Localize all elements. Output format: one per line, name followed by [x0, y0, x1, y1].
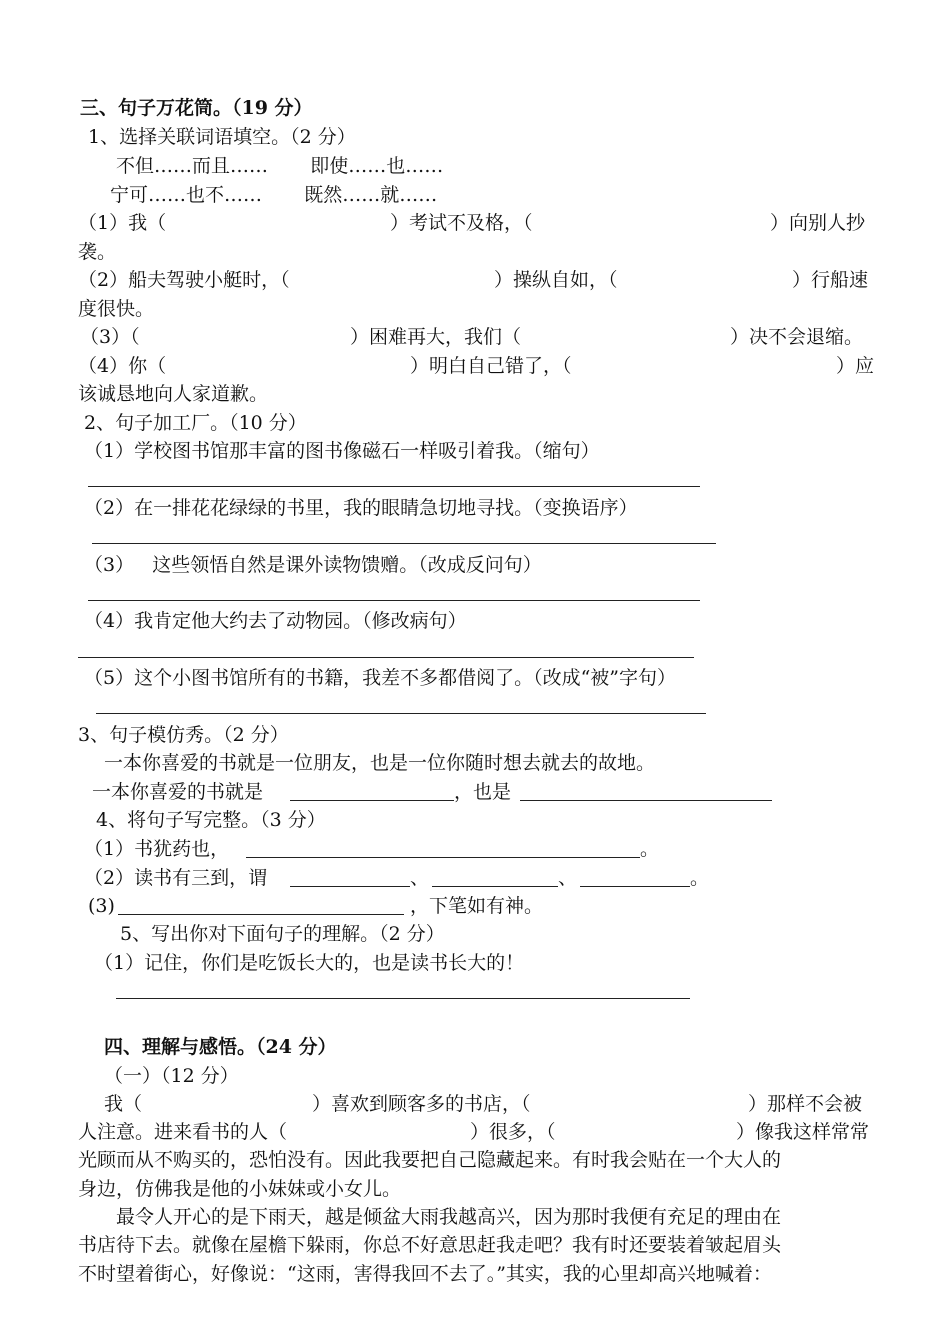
p1-start: 我（ [104, 1093, 143, 1115]
q1-s4-start: （4）你（ [78, 355, 167, 377]
q1-s2-mid: ）操纵自如，（ [494, 269, 618, 291]
q4-item3-start: (3) [88, 895, 115, 917]
answer-line[interactable] [580, 886, 690, 887]
answer-line[interactable] [520, 800, 772, 801]
q4-item1-start: （1）书犹药也， [84, 838, 230, 860]
q1-options-row1: 不但……而且…… 即使……也…… [116, 155, 444, 177]
answer-line[interactable] [246, 857, 640, 858]
q1-s1-start: （1）我（ [78, 212, 167, 234]
q5-title: 5、写出你对下面句子的理解。（2 分） [120, 923, 445, 945]
q1-s2-end: ）行船速 [792, 269, 869, 291]
q1-s2-start: （2）船夫驾驶小艇时，（ [78, 269, 290, 291]
section3-title: 三、句子万花筒。（19 分） [80, 97, 313, 119]
q1-s3-end: ）决不会退缩。 [730, 326, 864, 348]
q4-item1-end: 。 [640, 838, 660, 860]
section4-title: 四、理解与感悟。（24 分） [104, 1036, 337, 1058]
p2-line3: 不时望着街心，好像说：“这雨，害得我回不去了。”其实，我的心里却高兴地喊着： [78, 1263, 772, 1285]
p2-line1: 最令人开心的是下雨天，越是倾盆大雨我越高兴，因为那时我便有充足的理由在 [116, 1206, 782, 1228]
q3-prompt-start: 一本你喜爱的书就是 [92, 781, 264, 803]
p1-line2-mid: ）很多，（ [470, 1121, 556, 1143]
q2-item3: （3） 这些领悟自然是课外读物馈赠。（改成反问句） [84, 554, 542, 576]
p1-line2-end: ）像我这样常常 [736, 1121, 870, 1143]
answer-line[interactable] [432, 886, 558, 887]
q2-item1: （1）学校图书馆那丰富的图书像磁石一样吸引着我。（缩句） [84, 440, 600, 462]
answer-line[interactable] [116, 998, 690, 999]
answer-line[interactable] [290, 886, 410, 887]
q3-example: 一本你喜爱的书就是一位朋友，也是一位你随时想去就去的故地。 [104, 752, 656, 774]
p2-line2: 书店待下去。就像在屋檐下躲雨，你总不好意思赶我走吧？我有时还要装着皱起眉头 [78, 1234, 782, 1256]
answer-line[interactable] [92, 543, 716, 544]
q2-title: 2、句子加工厂。（10 分） [84, 412, 307, 434]
q2-item4: （4）我肯定他大约去了动物园。（修改病句） [84, 610, 467, 632]
q1-s3-start: （3）（ [80, 326, 140, 348]
q1-options-row2: 宁可……也不…… 既然……就…… [110, 184, 438, 206]
q3-title: 3、句子模仿秀。（2 分） [78, 724, 289, 746]
q4-item2-start: （2）读书有三到，谓 [84, 867, 268, 889]
q2-item2: （2）在一排花花绿绿的书里，我的眼睛急切地寻找。（变换语序） [84, 497, 638, 519]
q4-title: 4、将句子写完整。（3 分） [96, 809, 326, 831]
p1-end: ）那样不会被 [748, 1093, 863, 1115]
answer-line[interactable] [88, 486, 700, 487]
q4-item2-sep1: 、 [410, 867, 430, 889]
q1-s2-cont: 度很快。 [78, 298, 155, 320]
q1-s4-cont: 该诚恳地向人家道歉。 [78, 383, 269, 405]
answer-line[interactable] [88, 600, 700, 601]
q2-item5: （5）这个小图书馆所有的书籍，我差不多都借阅了。（改成“被”字句） [84, 667, 677, 689]
answer-line[interactable] [96, 713, 706, 714]
answer-line[interactable] [118, 914, 404, 915]
q4-item2-sep2: 、 [558, 867, 578, 889]
p1-line2-start: 人注意。进来看书的人（ [78, 1121, 288, 1143]
q1-s4-mid: ）明白自己错了，（ [410, 355, 572, 377]
p1-line3: 光顾而从不购买的，恐怕没有。因此我要把自己隐藏起来。有时我会贴在一个大人的 [78, 1149, 782, 1171]
q1-title: 1、选择关联词语填空。（2 分） [88, 126, 356, 148]
q5-item1: （1）记住，你们是吃饭长大的，也是读书长大的！ [94, 952, 525, 974]
q1-s3-mid: ）困难再大，我们（ [350, 326, 522, 348]
q4-item2-end: 。 [690, 867, 710, 889]
answer-line[interactable] [78, 657, 694, 658]
q4-item3-end: ，下笔如有神。 [410, 895, 544, 917]
q1-s1-mid: ）考试不及格，（ [390, 212, 533, 234]
p1-mid: ）喜欢到顾客多的书店，（ [312, 1093, 531, 1115]
q1-s1-end: ）向别人抄 [770, 212, 866, 234]
answer-line[interactable] [290, 800, 454, 801]
p1-line4: 身边，仿佛我是他的小妹妹或小女儿。 [78, 1178, 402, 1200]
q1-s1-cont: 袭。 [78, 241, 117, 263]
part1-title: （一）（12 分） [104, 1065, 239, 1087]
q3-prompt-mid: ，也是 [454, 781, 512, 803]
q1-s4-end: ）应 [836, 355, 875, 377]
